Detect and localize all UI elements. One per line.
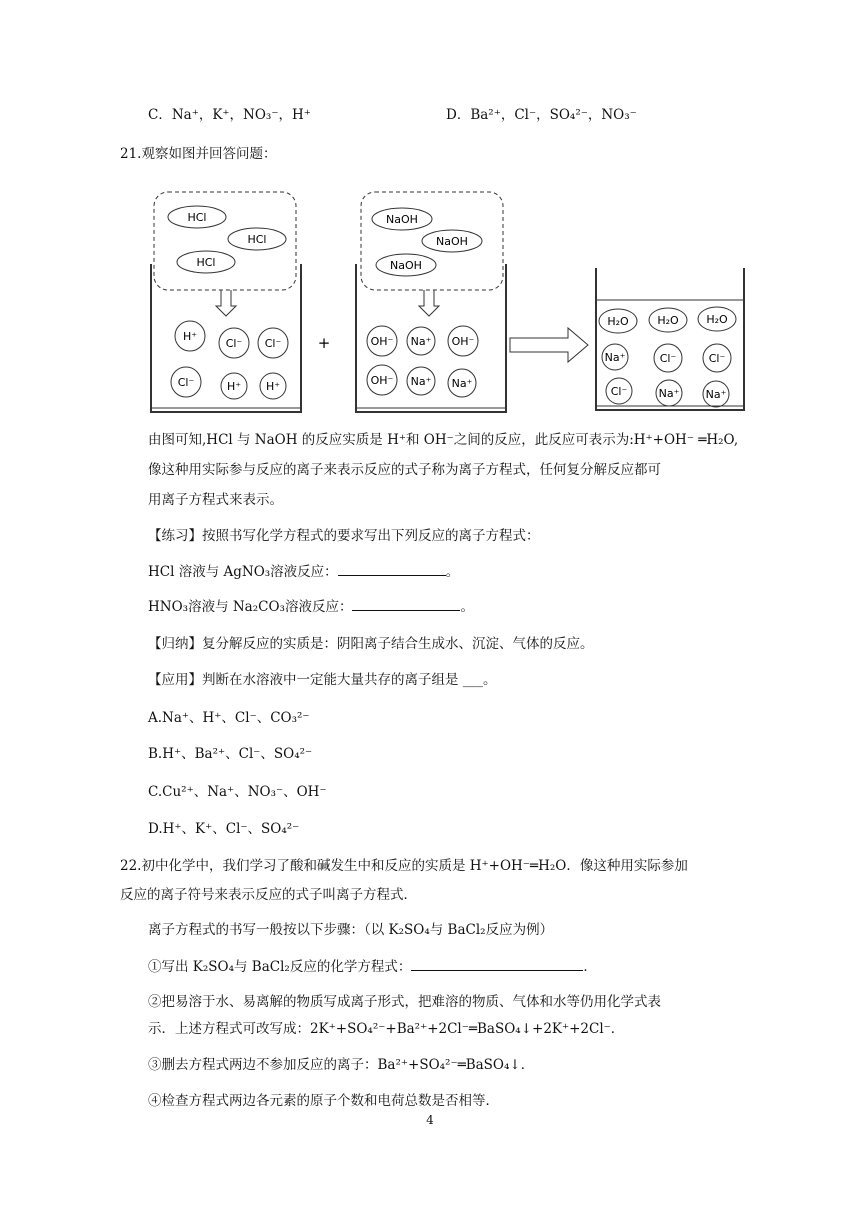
hcl-molecules (168, 206, 286, 273)
svg-text:Cl⁻: Cl⁻ (264, 337, 282, 350)
svg-text:NaOH: NaOH (390, 259, 422, 272)
step1-period: ． (583, 959, 597, 975)
beaker-hcl (151, 192, 301, 412)
molecule-h2o-1 (599, 309, 637, 333)
q21-practice: 【练习】按照书写化学方程式的要求写出下列反应的离子方程式： (148, 528, 540, 544)
practice-a-period: 。 (445, 564, 460, 580)
svg-text:NaOH: NaOH (386, 213, 418, 226)
molecule-hcl-1 (168, 206, 226, 228)
ion-13 (602, 344, 628, 370)
molecule-naoh-1 (372, 208, 432, 230)
q21-option-a: A.Na⁺、H⁺、Cl⁻、CO₃²⁻ (148, 710, 310, 726)
q21-option-d: D.H⁺、K⁺、Cl⁻、SO₄²⁻ (148, 821, 300, 837)
hcl-ions (171, 321, 288, 399)
ion-10 (367, 365, 397, 395)
ion-1 (175, 321, 205, 351)
molecule-hcl-2 (228, 228, 286, 250)
svg-text:HCl: HCl (247, 233, 267, 246)
right-arrow (510, 328, 588, 362)
q21-option-b: B.H⁺、Ba²⁺、Cl⁻、SO₄²⁻ (148, 746, 313, 762)
q22-line2: 反应的离子符号来表示反应的式子叫离子方程式． (120, 887, 417, 903)
q22-step3: ③删去方程式两边不参加反应的离子：Ba²⁺+SO₄²⁻═BaSO₄↓． (148, 1057, 535, 1073)
reaction-figure (140, 180, 760, 420)
svg-text:Cl⁻: Cl⁻ (708, 352, 726, 365)
ion-4 (171, 367, 201, 397)
svg-text:OH⁻: OH⁻ (451, 335, 475, 348)
plus-sign: + (317, 334, 331, 352)
q21-para-line2: 像这种用实际参与反应的离子来表示反应的式子称为离子方程式，任何复分解反应都可 (148, 462, 661, 478)
q21-practice-b (148, 598, 474, 616)
svg-text:OH⁻: OH⁻ (370, 374, 394, 387)
ion-11 (407, 367, 435, 395)
naoh-molecules (372, 208, 482, 276)
molecule-naoh-2 (422, 230, 482, 252)
q22-step1 (148, 958, 597, 976)
svg-text:Na⁺: Na⁺ (410, 335, 432, 348)
ion-18 (703, 381, 729, 407)
svg-text:OH⁻: OH⁻ (370, 335, 394, 348)
answer-blank-step1[interactable] (411, 958, 583, 971)
svg-text:Na⁺: Na⁺ (451, 377, 473, 390)
svg-text:H₂O: H₂O (657, 314, 679, 327)
svg-text:H⁺: H⁺ (265, 380, 281, 393)
svg-text:HCl: HCl (196, 256, 216, 269)
q22-step2-line2: 示．上述方程式可改写成：2K⁺+SO₄²⁻+Ba²⁺+2Cl⁻═BaSO₄↓+2K⁺+2Cl⁻． (148, 1021, 625, 1037)
ion-12 (448, 369, 476, 397)
svg-text:Na⁺: Na⁺ (410, 375, 432, 388)
molecule-cloud-1 (154, 192, 296, 290)
step1-label: ①写出 K₂SO₄与 BaCl₂反应的化学方程式： (148, 959, 412, 975)
q20-option-d: D．Ba²⁺，Cl⁻，SO₄²⁻，NO₃⁻ (446, 107, 637, 123)
svg-text:HCl: HCl (187, 211, 207, 224)
practice-a-label: HCl 溶液与 AgNO₃溶液反应： (148, 564, 338, 580)
answer-blank-b[interactable] (352, 598, 460, 611)
q21-summary: 【归纳】复分解反应的实质是：阴阳离子结合生成水、沉淀、气体的反应。 (148, 636, 594, 652)
svg-text:Na⁺: Na⁺ (604, 351, 626, 364)
ion-16 (606, 378, 632, 404)
q21-title: 21.观察如图并回答问题： (120, 146, 277, 162)
molecule-h2o-2 (649, 308, 687, 332)
svg-text:H⁺: H⁺ (182, 330, 198, 343)
svg-text:Na⁺: Na⁺ (658, 387, 680, 400)
q21-option-c: C.Cu²⁺、Na⁺、NO₃⁻、OH⁻ (148, 784, 327, 800)
svg-text:Cl⁻: Cl⁻ (225, 337, 243, 350)
q22-line1: 22.初中化学中，我们学习了酸和碱发生中和反应的实质是 H⁺+OH⁻═H₂O．像这种用实际参加 (120, 858, 688, 874)
svg-text:Cl⁻: Cl⁻ (610, 385, 628, 398)
svg-text:H⁺: H⁺ (226, 380, 242, 393)
q22-step2-line1: ②把易溶于水、易离解的物质写成离子形式，把难溶的物质、气体和水等仍用化学式表 (148, 994, 661, 1010)
svg-text:H₂O: H₂O (706, 313, 728, 326)
product-molecules (599, 307, 736, 333)
q21-practice-a (148, 563, 459, 581)
molecule-h2o-3 (698, 307, 736, 331)
ion-14 (654, 344, 682, 372)
molecule-naoh-3 (376, 254, 436, 276)
page-number: 4 (426, 1113, 434, 1127)
ion-17 (656, 380, 682, 406)
product-ions (602, 344, 731, 407)
ion-5 (221, 373, 247, 399)
ion-9 (448, 326, 478, 356)
q21-para-line1: 由图可知,HCl 与 NaOH 的反应实质是 H⁺和 OH⁻之间的反应，此反应可表示为:H⁺+OH⁻ ═H₂O, (148, 432, 739, 448)
ion-8 (407, 327, 435, 355)
q22-step4: ④检查方程式两边各元素的原子个数和电荷总数是否相等． (148, 1093, 499, 1109)
down-arrow-2 (419, 290, 439, 316)
practice-b-label: HNO₃溶液与 Na₂CO₃溶液反应： (148, 599, 353, 615)
naoh-ions (367, 326, 478, 397)
q20-option-c: C．Na⁺，K⁺，NO₃⁻，H⁺ (148, 107, 311, 123)
q21-apply: 【应用】判断在水溶液中一定能大量共存的离子组是 ___。 (148, 672, 497, 688)
ion-2 (219, 328, 249, 358)
down-arrow-1 (216, 290, 236, 316)
answer-blank-a[interactable] (338, 563, 446, 576)
ion-3 (258, 328, 288, 358)
practice-b-period: 。 (460, 599, 474, 615)
svg-text:Cl⁻: Cl⁻ (177, 376, 195, 389)
svg-text:Na⁺: Na⁺ (705, 388, 727, 401)
q21-para-line3: 用离子方程式来表示。 (148, 492, 283, 508)
ion-6 (260, 373, 286, 399)
ion-7 (367, 326, 397, 356)
molecule-hcl-3 (177, 251, 235, 273)
q22-line3: 离子方程式的书写一般按以下步骤：（以 K₂SO₄与 BaCl₂反应为例） (148, 922, 554, 938)
svg-text:H₂O: H₂O (607, 315, 629, 328)
svg-text:Cl⁻: Cl⁻ (659, 352, 677, 365)
svg-text:NaOH: NaOH (436, 235, 468, 248)
ion-15 (703, 344, 731, 372)
